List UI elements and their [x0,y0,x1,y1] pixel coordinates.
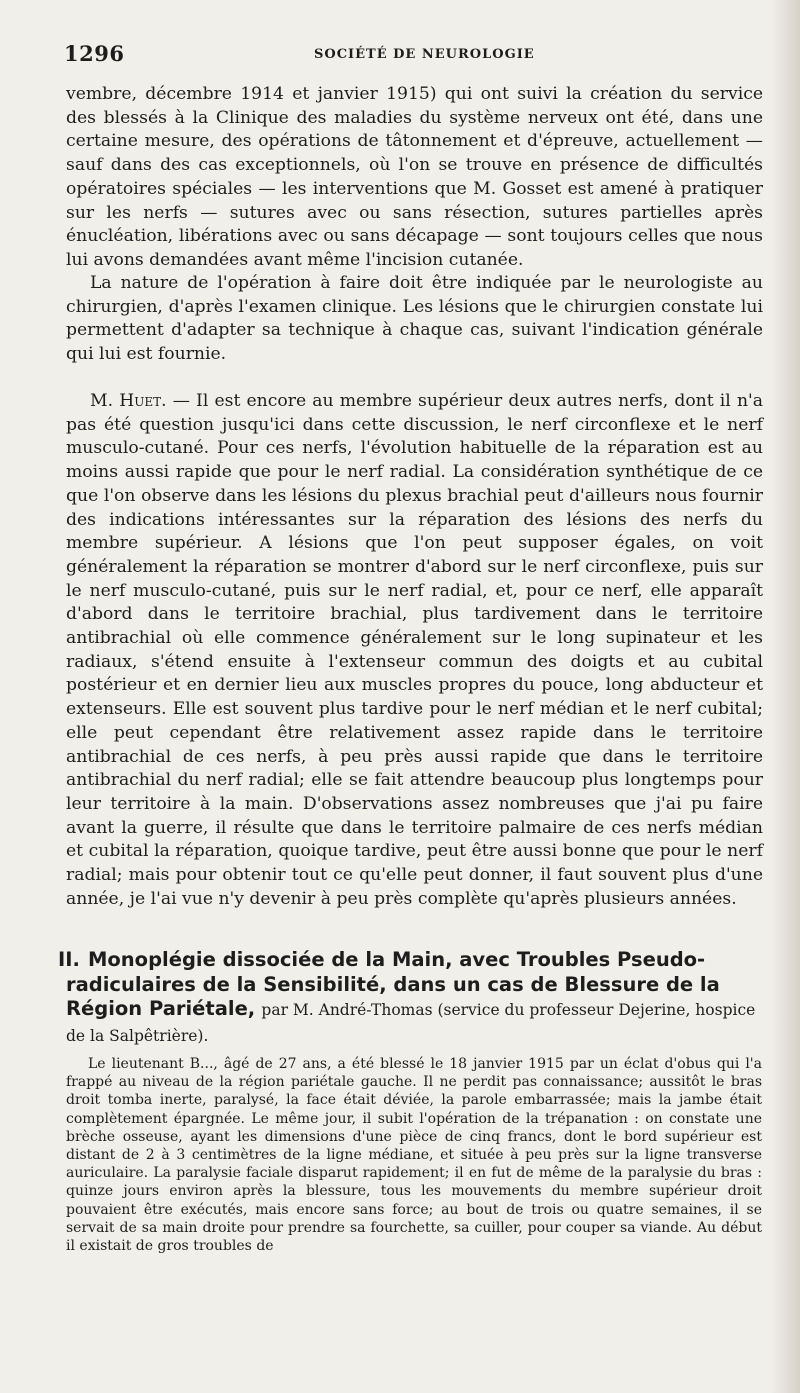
page-number: 1296 [64,41,125,66]
huet-remarks: — Il est encore au membre supérieur deux autres nerfs, dont il n'a pas été question jusqu'ici dans cette discussion, le nerf circonflexe et le nerf musculo-cutané. Pour ces nerfs, l'évolution habituelle de la réparation est au moins aussi rapide que pour le nerf radial. La considération synthétique de ce que l'on observe dans les lésions du plexus brachial peut d'ailleurs nous fournir des indications intéressantes sur la réparation des lésions des nerfs du membre supérieur. A lésions que l'on peut supposer égales, on voit généralement la réparation se montrer d'abord sur le nerf circonflexe, puis sur le nerf musculo-cutané, puis sur le nerf radial, et, pour ce nerf, elle apparaît d'abord dans le territoire brachial, plus tardivement dans le territoire antibrachial où elle commence généralement sur le long supinateur et les radiaux, s'étend ensuite à l'extenseur commun des doigts et au cubital postérieur et en dernier lieu aux muscles propres du pouce, long abducteur et extenseurs. Elle est souvent plus tardive pour le nerf médian et le nerf cubital; elle peut cependant être relativement assez rapide dans le territoire antibrachial de ces nerfs, à peu près aussi rapide que dans le territoire antibrachial du nerf radial; elle se fait attendre beaucoup plus longtemps pour leur territoire à la main. D'observations assez nombreuses que j'ai pu faire avant la guerre, il résulte que dans le territoire palmaire de ces nerfs médian et cubital la réparation, quoique tardive, peut être aussi bonne que pour le nerf radial; mais pour obtenir tout ce qu'elle peut donner, il faut souvent plus d'une année, je l'ai vue n'y devenir à peu près complète qu'après plusieurs années. [66,391,763,909]
paragraph-neurologist-role: La nature de l'opération à faire doit être indiquée par le neurologiste au chirurgien, d'après l'examen clinique. Les lésions que le chirurgien constate lui permettent d'adapter sa technique à chaque cas, suivant l'indication générale qui lui est fournie. [66,273,763,365]
section-author: par M. André-Thomas (service du professeur Dejerine, hospice de la Salpêtrière). [66,1001,756,1045]
speaker-name: M. Huet. [90,391,167,411]
section-title: Monoplégie dissociée de la Main, avec Troubles Pseudo-radiculaires de la Sensibilité, dans un cas de Blessure de la Région Pariétale, [66,948,720,1020]
section-heading [58,948,766,1048]
page-edge-shadow [770,0,800,1393]
paragraph-surgery-practice: vembre, décembre 1914 et janvier 1915) qui ont suivi la création du service des blessés à la Clinique des maladies du système nerveux ont été, dans une certaine mesure, des opérations de tâtonnement et d'épreuve, actuellement — sauf dans des cas exceptionnels, où l'on se trouve en présence de difficultés opératoires spéciales — les interventions que M. Gosset est amené à pratiquer sur les nerfs — sutures avec ou sans résection, sutures partielles après énucléation, libérations avec ou sans décapage — sont toujours celles que nous lui avons demandées avant même l'incision cutanée. [66,84,763,270]
page-header [64,41,764,66]
case-report: Le lieutenant B..., âgé de 27 ans, a été blessé le 18 janvier 1915 par un éclat d'obus qui l'a frappé au niveau de la région pariétale gauche. Il ne perdit pas connaissance; aussitôt le bras droit tomba inerte, paralysé, la face était déviée, la parole embarrassée; mais la jambe était complètement épargnée. Le même jour, il subit l'opération de la trépanation : on constate une brèche osseuse, ayant les dimensions d'une pièce de cinq francs, dont le bord supérieur est distant de 2 à 3 centimètres de la ligne médiane, et située à peu près sur la ligne transverse auriculaire. La paralysie faciale disparut rapidement; il en fut de même de la paralysie du bras : quinze jours environ après la blessure, tous les mouvements du membre supérieur droit pouvaient être exécutés, mais encore sans force; au bout de trois ou quatre semaines, il se servait de sa main droite pour prendre sa fourchette, sa cuiller, pour couper sa viande. Au début il existait de gros troubles de [66,1056,762,1255]
paragraph-huet-discussion [66,390,763,911]
section-number: II. [58,948,80,971]
running-head: SOCIÉTÉ DE NEUROLOGIE [314,47,535,62]
